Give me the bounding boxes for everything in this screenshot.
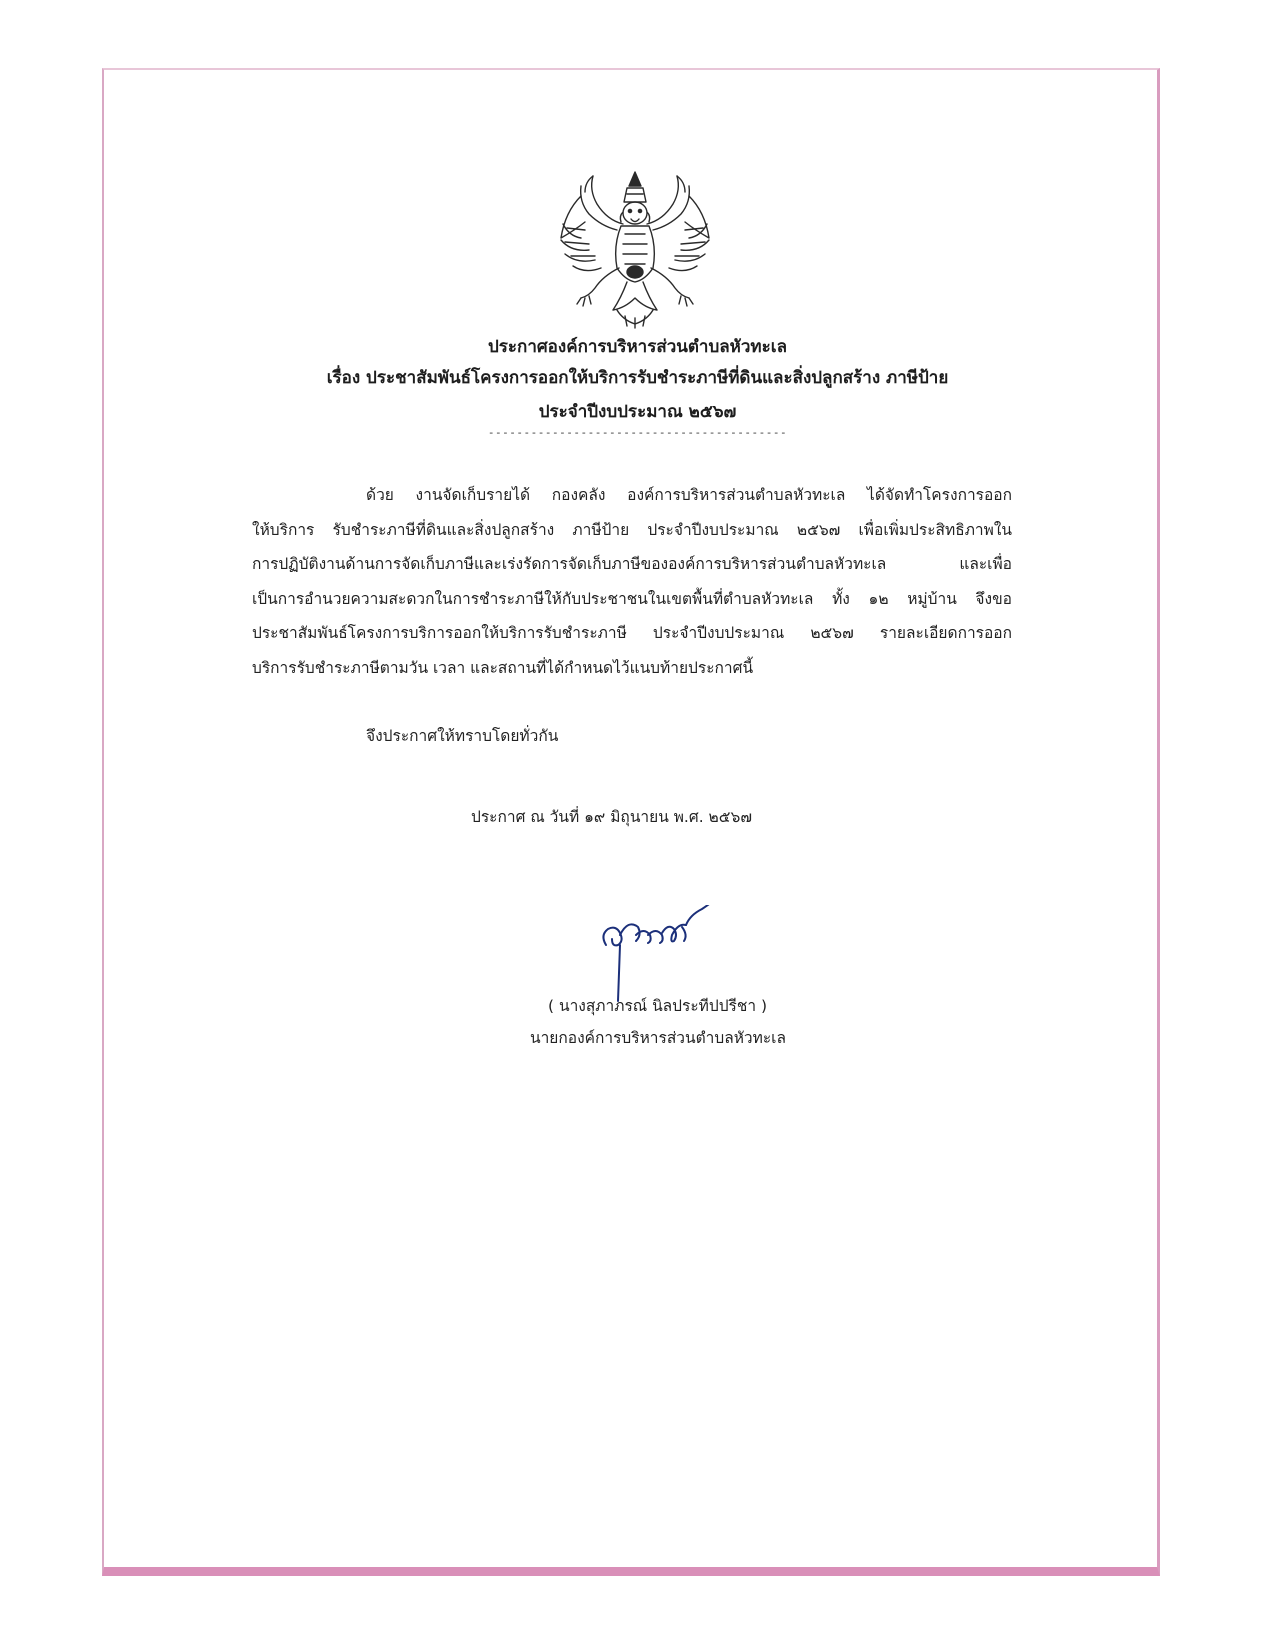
signer-name: ( นางสุภาภรณ์ นิลประทีปปรีชา ) xyxy=(548,997,768,1015)
announcement-body xyxy=(252,478,1012,685)
signer-title: นายกองค์การบริหารส่วนตำบลหัวทะเล xyxy=(530,1029,786,1047)
body-line: บริการรับชำระภาษีตามวัน เวลา และสถานที่ได้กำหนดไว้แนบท้ายประกาศนี้ xyxy=(252,658,754,677)
body-line: ประชาสัมพันธ์โครงการบริการออกให้บริการรับชำระภาษี ประจำปีงบประมาณ ๒๕๖๗ รายละเอียดการออก xyxy=(252,624,1012,642)
heading-divider: ------------------------------------------ xyxy=(487,426,788,439)
body-line: ให้บริการ รับชำระภาษีที่ดินและสิ่งปลูกสร้าง ภาษีป้าย ประจำปีงบประมาณ ๒๕๖๗ เพื่อเพิ่มประสิทธิภาพใน xyxy=(252,520,1012,539)
body-line: เป็นการอำนวยความสะดวกในการชำระภาษีให้กับประชาชนในเขตพื้นที่ตำบลหัวทะเล ทั้ง ๑๒ หมู่บ้าน จึงขอ xyxy=(252,589,1012,608)
body-line: การปฏิบัติงานด้านการจัดเก็บภาษีและเร่งรัดการจัดเก็บภาษีขององค์การบริหารส่วนตำบลหัวทะเล และเพื่อ xyxy=(252,555,1012,573)
garuda-emblem-icon xyxy=(555,168,715,330)
announcement-heading: ประกาศองค์การบริหารส่วนตำบลหัวทะเล xyxy=(488,337,787,357)
fiscal-year-line: ประจำปีงบประมาณ ๒๕๖๗ xyxy=(538,402,737,422)
notice-line: จึงประกาศให้ทราบโดยทั่วกัน xyxy=(366,727,559,745)
body-line: ด้วย งานจัดเก็บรายได้ กองคลัง องค์การบริหารส่วนตำบลหัวทะเล ได้จัดทำโครงการออก xyxy=(366,486,1012,504)
announcement-subject: เรื่อง ประชาสัมพันธ์โครงการออกให้บริการรับชำระภาษีที่ดินและสิ่งปลูกสร้าง ภาษีป้าย xyxy=(326,368,949,388)
announcement-date: ประกาศ ณ วันที่ ๑๙ มิถุนายน พ.ศ. ๒๕๖๗ xyxy=(471,808,752,826)
